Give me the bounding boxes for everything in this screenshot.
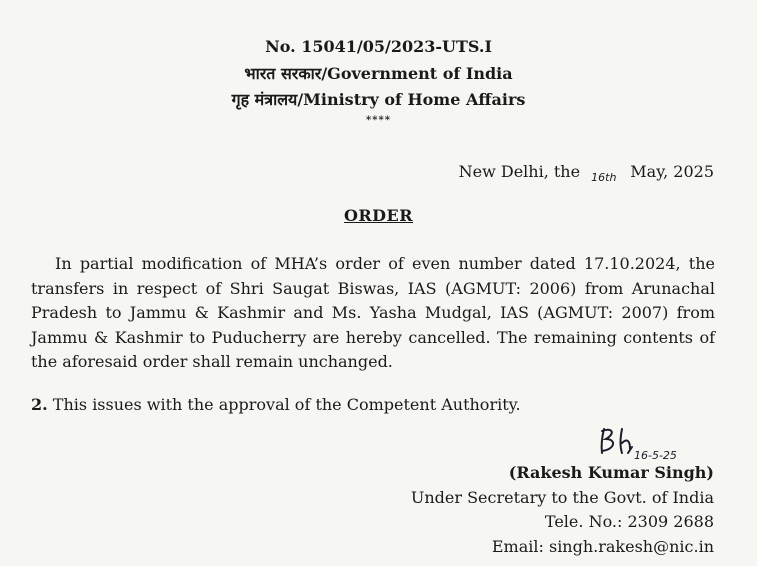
- dateline-place: New Delhi, the: [458, 162, 581, 181]
- separator-stars: ****: [366, 115, 391, 126]
- paragraph-2-number: 2.: [31, 395, 48, 414]
- handwritten-signature: [592, 423, 702, 463]
- government-heading: भारत सरकार/Government of India: [244, 64, 513, 83]
- paragraph-2-text: This issues with the approval of the Competent Authority.: [52, 395, 521, 414]
- order-title: ORDER: [343, 206, 414, 225]
- paragraph-2: [31, 393, 715, 418]
- signature-date: 16-5-25: [634, 449, 677, 462]
- signatory-designation: Under Secretary to the Govt. of India: [410, 488, 714, 507]
- dateline-day-handwritten: 16th: [591, 171, 617, 184]
- signatory-name: (Rakesh Kumar Singh): [508, 463, 714, 482]
- paragraph-1: In partial modification of MHA’s order of even number dated 17.10.2024, the transfers in respect of Shri Saugat Biswas, IAS (AGMUT: 2006) from Arunachal Pradesh to Jammu & Kashmir and Ms. Yasha Mudgal, IAS (AGMUT: 2007) from Jammu & Kashmir to Puducherry are hereby cancelled. The remaining contents of the aforesaid order shall remain unchanged.: [31, 254, 715, 371]
- file-number: No. 15041/05/2023-UTS.I: [265, 37, 492, 56]
- ministry-heading: गृह मंत्रालय/Ministry of Home Affairs: [231, 90, 526, 109]
- dateline-month-year: May, 2025: [630, 162, 714, 181]
- dateline: [458, 162, 714, 184]
- signatory-email: Email: singh.rakesh@nic.in: [491, 537, 714, 556]
- signatory-telephone: Tele. No.: 2309 2688: [544, 512, 714, 531]
